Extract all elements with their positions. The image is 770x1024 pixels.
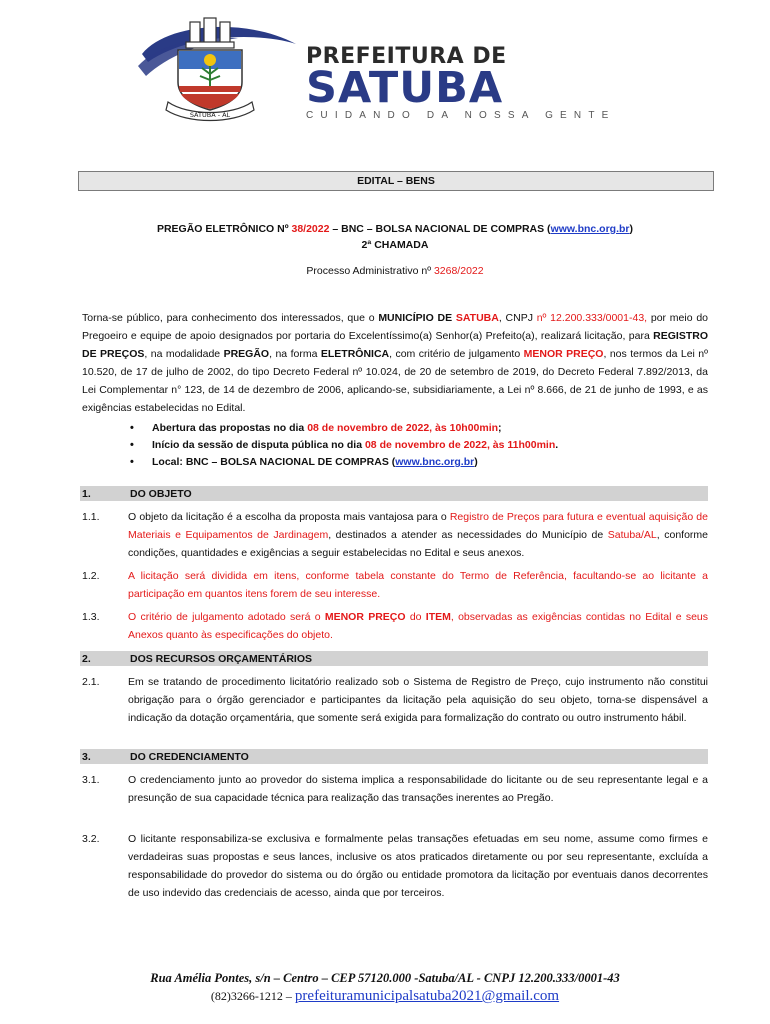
bnc-link[interactable]: www.bnc.org.br (395, 456, 475, 468)
clause-1-3: 1.3. O critério de julgamento adotado será o MENOR PREÇO do ITEM, observadas as exigências contidas no Edital e seus Anexos quanto às especificações do objeto. (82, 611, 709, 641)
clause-3-2: 3.2. O licitante responsabiliza-se exclusiva e formalmente pelas transações efetuadas em seu nome, assume como firmes e verdadeiras suas propostas e seus lances, inclusive os atos praticados diretamente ou por seu representante, excluída a responsabilidade do provedor do sistema ou do órgão ou entidade promotora da licitação por eventuais danos decorrentes de uso indevido das credenciais de acesso, ainda que por terceiros. (82, 833, 708, 899)
pregao-number: 38/2022 (291, 223, 330, 235)
processo-line: Processo Administrativo nº 3268/2022 (306, 265, 484, 277)
bnc-link[interactable]: www.bnc.org.br (550, 223, 630, 235)
section-header-objeto: 1. DO OBJETO (80, 486, 708, 501)
clause-1-2: 1.2. A licitação será dividida em itens, conforme tabela constante do Termo de Referência, facultando-se ao licitante a participação em quantos itens forem de seu interesse. (82, 570, 708, 600)
list-item: • Abertura das propostas no dia 08 de novembro de 2022, às 10h00min; (128, 420, 708, 437)
brand-name: SATUBA (306, 63, 504, 113)
chamada-label: 2ª CHAMADA (361, 239, 429, 251)
document-title: EDITAL – BENS (78, 171, 714, 191)
brand-top-text: PREFEITURA DE (306, 44, 507, 69)
pregao-heading: PREGÃO ELETRÔNICO Nº 38/2022 – BNC – BOLSA NACIONAL DE COMPRAS (www.bnc.org.br) (156, 223, 634, 235)
seal-text: SATUBA - AL (189, 111, 231, 119)
clause-1-1: 1.1. O objeto da licitação é a escolha da proposta mais vantajosa para o Registro de Preços para futura e eventual aquisição de Materiais e Equipamentos de Jardinagem, destinados a atender as necessidades do Município de Satuba/AL, conforme condições, quantidades e exigências a seguir estabelecidas no Edital e seus anexos. (82, 511, 708, 559)
clause-2-1: 2.1. Em se tratando de procedimento licitatório realizado sob o Sistema de Registro de Preço, cujo instrumento não constitui obrigação para o órgão gerenciador e participantes da licitação pela aquisição do seu objeto, torna-se dispensável a indicação da dotação orçamentária, que somente será exigida para formalização do contrato ou outro instrumento hábil. (82, 676, 708, 724)
brand-slogan: CUIDANDO DA NOSSA GENTE (306, 110, 616, 121)
list-item: • Local: BNC – BOLSA NACIONAL DE COMPRAS (www.bnc.org.br) (128, 454, 708, 471)
footer-address: Rua Amélia Pontes, s/n – Centro – CEP 57120.000 -Satuba/AL - CNPJ 12.200.333/0001-43 (150, 971, 620, 985)
intro-paragraph: Torna-se público, para conhecimento dos interessados, que o MUNICÍPIO DE SATUBA, CNPJ nº 12.200.333/0001-43, por meio do Pregoeiro e equipe de apoio designados por portaria do Excelentíssimo(a) Senhor(a) Prefeito(a), realizará licitação, para REGISTRO DE PREÇOS, na modalidade PREGÃO, na forma ELETRÔNICA, com critério de julgamento MENOR PREÇO, nos termos da Lei nº 10.520, de 17 de julho de 2002, do tipo Decreto Federal nº 10.024, de 20 de setembro de 2019, do Decreto Federal 7.892/2013, da Lei Complementar n° 123, de 14 de dezembro de 2006, aplicando-se, subsidiariamente, a Lei nº 8.666, de 21 de junho de 1993, e as exigências estabelecidas no Edital. (82, 312, 709, 414)
brand-block (306, 46, 616, 121)
municipal-coat-of-arms-logo (128, 14, 304, 130)
processo-number: 3268/2022 (433, 265, 484, 277)
email-link[interactable]: prefeituramunicipalsatuba2021@gmail.com (294, 988, 560, 1004)
key-dates-list (128, 420, 708, 471)
section-header-credenciamento: 3. DO CREDENCIAMENTO (80, 749, 708, 764)
footer-contact: (82)3266-1212 – prefeituramunicipalsatuba2021@gmail.com (210, 988, 560, 1004)
list-item: • Início da sessão de disputa pública no dia 08 de novembro de 2022, às 11h00min. (128, 437, 708, 454)
clause-3-1: 3.1. O credenciamento junto ao provedor do sistema implica a responsabilidade do licitante ou de seu representante legal e a presunção de sua capacidade técnica para realização das transações inerentes ao Pregão. (82, 774, 708, 804)
section-header-recursos: 2. DOS RECURSOS ORÇAMENTÁRIOS (80, 651, 708, 666)
